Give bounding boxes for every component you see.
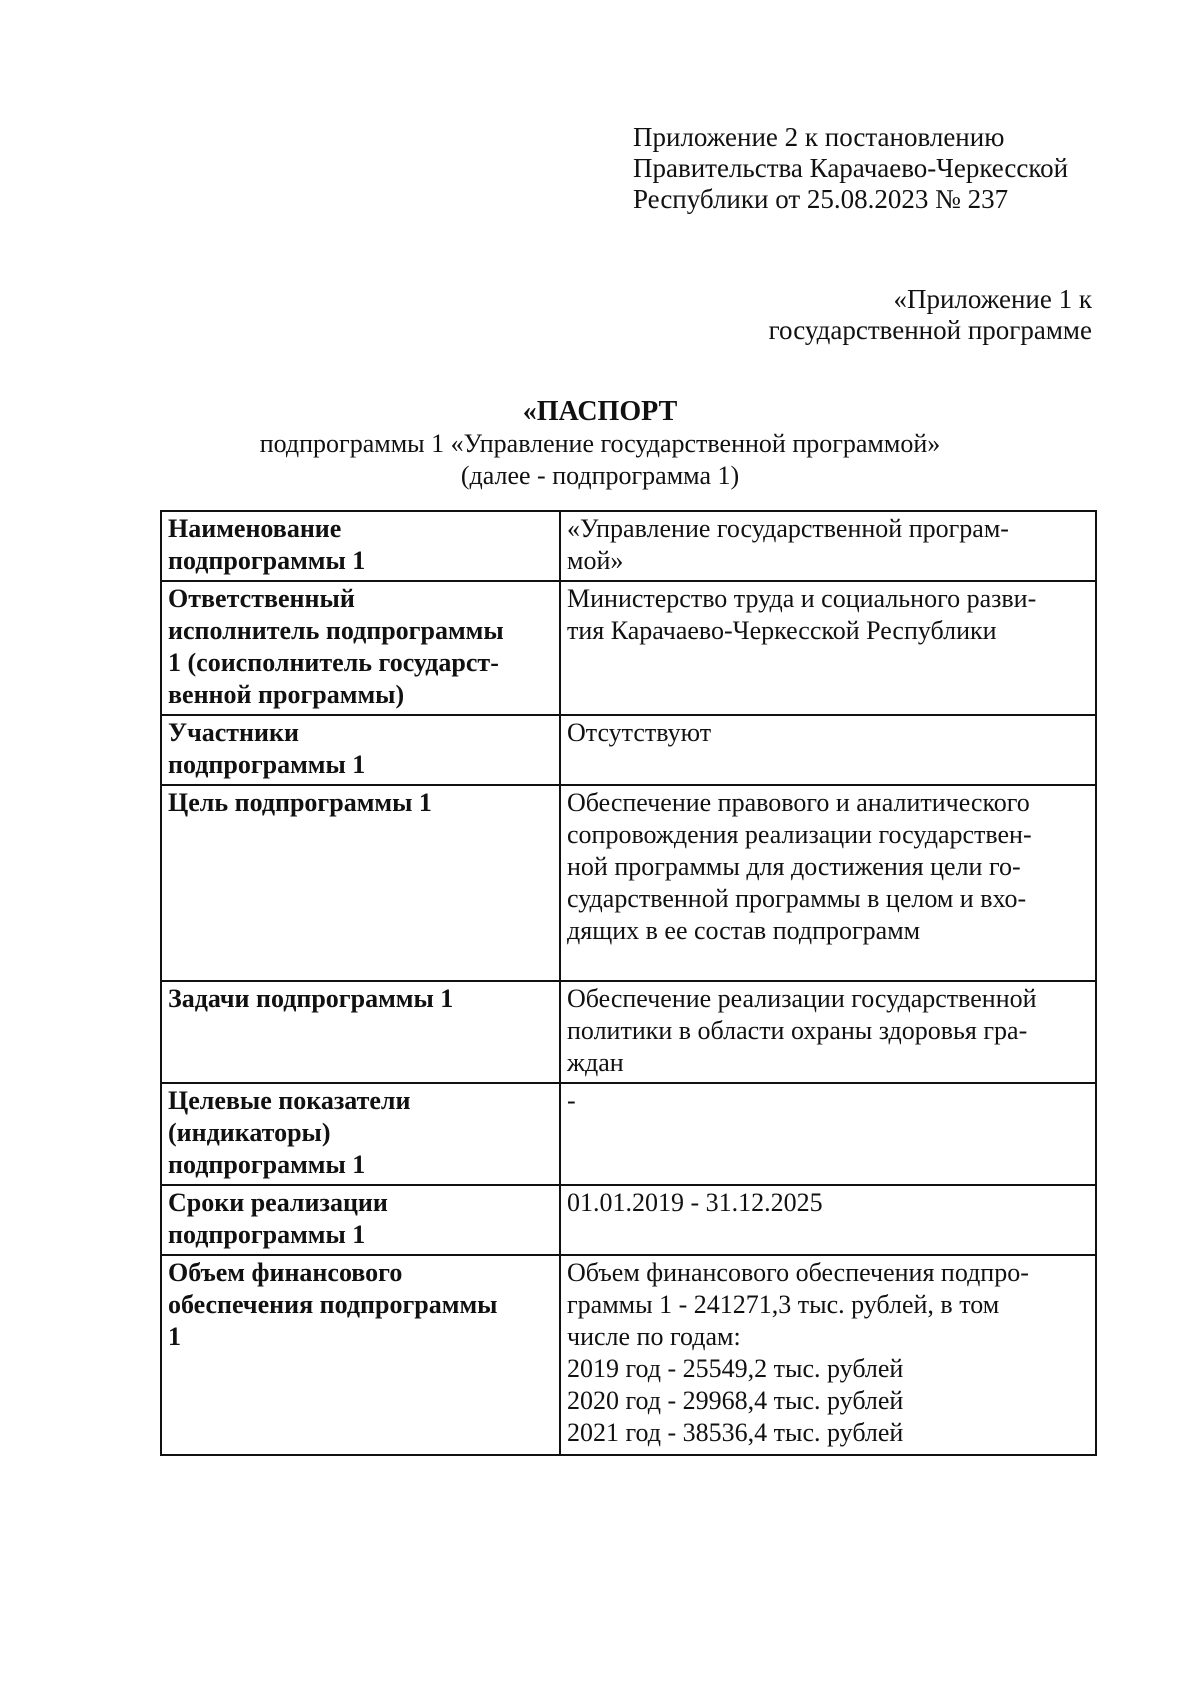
row-value-name: [560, 511, 1096, 581]
label-line: Участники: [168, 718, 299, 747]
appendix-1-header: [769, 284, 1092, 346]
label-line: обеспечения подпрограммы: [168, 1290, 498, 1319]
value-line: 2020 год - 29968,4 тыс. рублей: [567, 1386, 904, 1415]
row-label-indicators: [161, 1083, 560, 1185]
row-value-indicators: [560, 1083, 1096, 1185]
value-line: мой»: [567, 546, 624, 575]
appendix-2-header: [633, 122, 1068, 215]
table-row: [161, 715, 1096, 785]
table-row: [161, 1185, 1096, 1255]
label-line: венной программы): [168, 680, 405, 709]
row-value-period: [560, 1185, 1096, 1255]
value-line: 01.01.2019 - 31.12.2025: [567, 1188, 823, 1217]
row-value-funding: [560, 1255, 1096, 1455]
title-subtitle-2: (далее - подпрограмма 1): [460, 461, 740, 490]
value-line: числе по годам:: [567, 1322, 741, 1351]
appendix-1-line-1: «Приложение 1 к: [893, 284, 1092, 314]
label-line: Задачи подпрограммы 1: [168, 984, 454, 1013]
value-line: политики в области охраны здоровья гра-: [567, 1016, 1028, 1045]
value-line: ждан: [567, 1048, 624, 1077]
row-label-name: [161, 511, 560, 581]
table-row: [161, 511, 1096, 581]
row-label-period: [161, 1185, 560, 1255]
title-subtitle-1: подпрограммы 1 «Управление государственной программой»: [259, 429, 941, 458]
row-value-goal: [560, 785, 1096, 981]
row-label-participants: [161, 715, 560, 785]
row-label-funding: [161, 1255, 560, 1455]
label-line: Цель подпрограммы 1: [168, 788, 432, 817]
title-main: «ПАСПОРТ: [522, 396, 678, 427]
value-line: Министерство труда и социального разви-: [567, 584, 1037, 613]
label-line: подпрограммы 1: [168, 546, 366, 575]
row-value-tasks: [560, 981, 1096, 1083]
table-row: [161, 581, 1096, 715]
label-line: 1 (соисполнитель государст-: [168, 648, 499, 677]
label-line: исполнитель подпрограммы: [168, 616, 504, 645]
table-row: [161, 1255, 1096, 1455]
row-label-executor: [161, 581, 560, 715]
value-line: сопровождения реализации государствен-: [567, 820, 1032, 849]
appendix-1-line-2: государственной программе: [768, 315, 1092, 345]
value-line: Объем финансового обеспечения подпро-: [567, 1258, 1029, 1287]
row-value-participants: [560, 715, 1096, 785]
row-label-goal: [161, 785, 560, 981]
label-line: Объем финансового: [168, 1258, 403, 1287]
value-line: -: [567, 1086, 576, 1115]
label-line: подпрограммы 1: [168, 1150, 366, 1179]
label-line: Наименование: [168, 514, 342, 543]
label-line: подпрограммы 1: [168, 1220, 366, 1249]
label-line: Сроки реализации: [168, 1188, 388, 1217]
passport-table: [160, 510, 1097, 1456]
value-line: Обеспечение реализации государственной: [567, 984, 1037, 1013]
value-line: 2019 год - 25549,2 тыс. рублей: [567, 1354, 904, 1383]
appendix-2-line-3: Республики от 25.08.2023 № 237: [633, 184, 1009, 214]
label-line: Ответственный: [168, 584, 355, 613]
label-line: Целевые показатели: [168, 1086, 411, 1115]
row-label-tasks: [161, 981, 560, 1083]
value-line: Обеспечение правового и аналитического: [567, 788, 1030, 817]
value-line: сударственной программы в целом и вхо-: [567, 884, 1027, 913]
table-row: [161, 981, 1096, 1083]
document-title: [0, 396, 1200, 492]
table-row: [161, 785, 1096, 981]
value-line: ной программы для достижения цели го-: [567, 852, 1021, 881]
value-line: граммы 1 - 241271,3 тыс. рублей, в том: [567, 1290, 1000, 1319]
value-line: дящих в ее состав подпрограмм: [567, 916, 921, 945]
value-line: Отсутствуют: [567, 718, 712, 747]
appendix-2-line-2: Правительства Карачаево-Черкесской: [633, 153, 1069, 183]
table-row: [161, 1083, 1096, 1185]
value-line: «Управление государственной програм-: [567, 514, 1009, 543]
label-line: (индикаторы): [168, 1118, 331, 1147]
row-value-executor: [560, 581, 1096, 715]
value-line: 2021 год - 38536,4 тыс. рублей: [567, 1418, 904, 1447]
label-line: подпрограммы 1: [168, 750, 366, 779]
value-line: тия Карачаево-Черкесской Республики: [567, 616, 997, 645]
appendix-2-line-1: Приложение 2 к постановлению: [633, 122, 1005, 152]
label-line: 1: [168, 1322, 181, 1351]
